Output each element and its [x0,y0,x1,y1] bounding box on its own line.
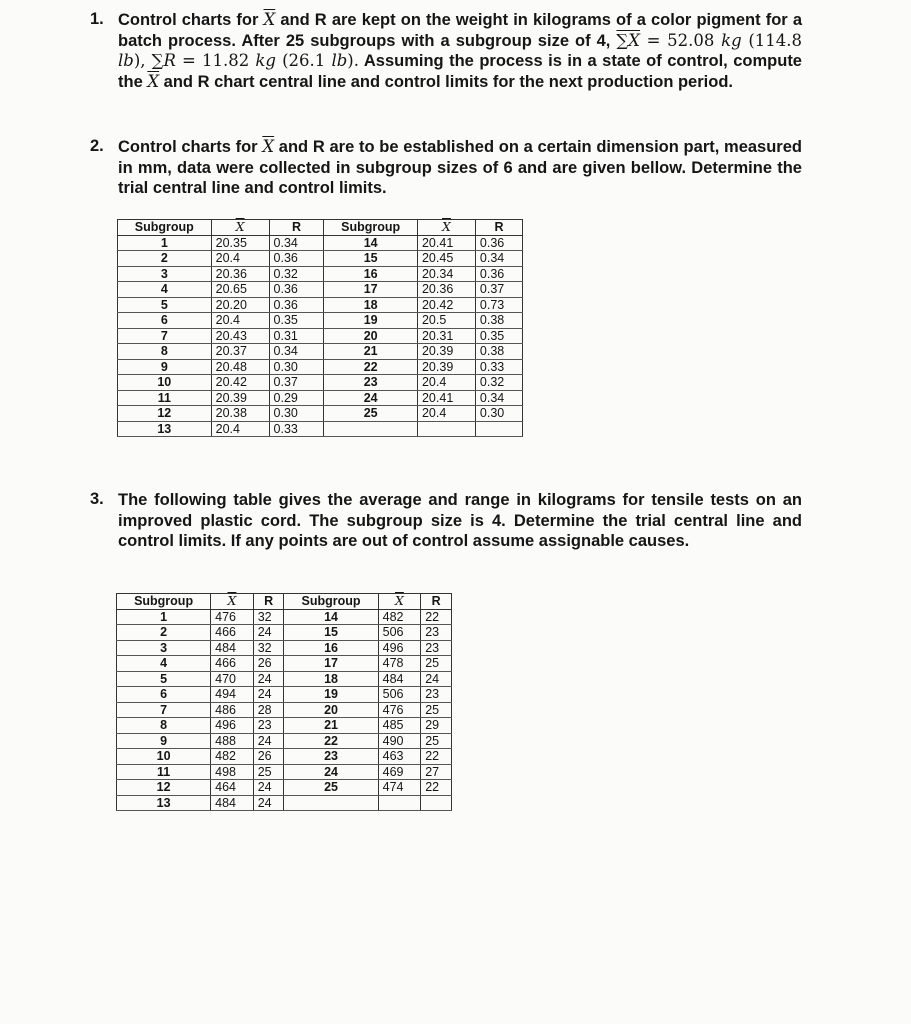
cell-r: 0.33 [475,359,522,375]
cell-subgroup: 19 [284,687,378,703]
table-row [117,749,452,765]
cell-r: 32 [253,609,284,625]
cell-subgroup [284,795,378,811]
cell-r: 0.37 [269,375,324,391]
cell-r: 29 [421,718,452,734]
cell-xbar: 20.42 [211,375,269,391]
cell-r: 0.31 [269,328,324,344]
cell-xbar: 486 [211,702,254,718]
cell-subgroup: 15 [324,251,418,267]
cell-xbar: 20.48 [211,359,269,375]
table-row [117,625,452,641]
cell-subgroup: 16 [324,266,418,282]
cell-r: 24 [421,671,452,687]
cell-r: 23 [421,640,452,656]
table-row [117,718,452,734]
col-header-r: R [421,594,452,610]
cell-r: 23 [421,625,452,641]
cell-subgroup: 9 [117,733,211,749]
cell-r: 0.33 [269,421,324,437]
cell-r: 23 [421,687,452,703]
cell-subgroup: 13 [118,421,212,437]
cell-subgroup: 12 [117,780,211,796]
cell-xbar: 20.37 [211,344,269,360]
cell-subgroup: 11 [118,390,212,406]
x-bar-symbol: $\overline{X}$ [262,137,275,156]
cell-xbar: 20.42 [417,297,475,313]
col-header-subgroup: Subgroup [117,594,211,610]
cell-r: 25 [421,733,452,749]
cell-subgroup: 23 [324,375,418,391]
cell-subgroup: 2 [118,251,212,267]
cell-r: 25 [253,764,284,780]
table-row [118,282,523,298]
cell-xbar: 506 [378,687,421,703]
cell-xbar: 490 [378,733,421,749]
col-header-subgroup: Subgroup [284,594,378,610]
cell-r: 0.36 [269,251,324,267]
cell-xbar [378,795,421,811]
cell-subgroup: 1 [118,235,212,251]
cell-xbar: 466 [211,625,254,641]
cell-xbar: 484 [211,795,254,811]
cell-xbar: 20.43 [211,328,269,344]
cell-subgroup: 21 [324,344,418,360]
cell-subgroup: 4 [118,282,212,298]
cell-subgroup: 24 [284,764,378,780]
table-tensile-data [116,593,452,811]
table-row [118,328,523,344]
table-row [117,609,452,625]
table-row [117,702,452,718]
cell-xbar: 20.4 [211,421,269,437]
problem-text: The following table gives the average and range in kilograms for tensile tests on an improved plastic cord. The subgroup size is 4. Determine the trial central line and control limits. If any points are out of control assume assignable causes. [118,491,802,550]
cell-subgroup [324,421,418,437]
table-row [118,359,523,375]
cell-xbar: 474 [378,780,421,796]
cell-xbar: 494 [211,687,254,703]
cell-subgroup: 20 [284,702,378,718]
table-row [117,780,452,796]
cell-subgroup: 1 [117,609,211,625]
cell-subgroup: 18 [284,671,378,687]
cell-subgroup: 8 [118,344,212,360]
cell-subgroup: 3 [118,266,212,282]
table-row [117,733,452,749]
problem-3 [90,490,802,552]
table-row [118,266,523,282]
table-row [117,671,452,687]
cell-subgroup: 8 [117,718,211,734]
cell-xbar: 20.39 [417,344,475,360]
problem-text: Control charts for $\overline{X}$ and R are kept on the weight in kilograms of a color pigment for a batch process. After 25 subgroups with a subgroup size of 4, ∑X = 52.08 kg (114.8 lb), ∑R = 11.82 kg (26.1 lb). Assuming the process is in a state of control, compute the $\overline{X}$ and R chart central line and control limits for the next production period. [118,10,803,91]
cell-r: 0.35 [269,313,324,329]
col-header-r: R [269,220,324,236]
table-row [118,421,523,437]
cell-xbar: 20.45 [417,251,475,267]
table-row [117,687,452,703]
cell-xbar: 20.4 [417,375,475,391]
table-row [118,297,523,313]
cell-r: 22 [421,749,452,765]
cell-subgroup: 25 [284,780,378,796]
cell-subgroup: 5 [117,671,211,687]
cell-r: 0.36 [269,282,324,298]
cell-xbar: 488 [211,733,254,749]
cell-r: 0.30 [269,359,324,375]
cell-xbar: 476 [378,702,421,718]
cell-subgroup: 15 [284,625,378,641]
table-row [118,344,523,360]
col-header-xbar: $\overline{X}$ [211,220,269,236]
problem-number: 2. [90,137,104,155]
cell-r: 24 [253,687,284,703]
cell-r: 24 [253,780,284,796]
cell-r: 0.32 [269,266,324,282]
table-row [118,375,523,391]
table-row [117,795,452,811]
cell-xbar: 20.36 [211,266,269,282]
cell-r: 24 [253,625,284,641]
cell-xbar: 470 [211,671,254,687]
table-row [118,313,523,329]
cell-xbar: 478 [378,656,421,672]
cell-subgroup: 18 [324,297,418,313]
cell-xbar: 20.4 [211,251,269,267]
cell-xbar: 20.31 [417,328,475,344]
cell-r: 0.37 [475,282,522,298]
cell-r [475,421,522,437]
table-dimension-data [117,219,523,437]
cell-r: 0.29 [269,390,324,406]
table-row [118,406,523,422]
col-header-xbar: $\overline{X}$ [211,594,254,610]
table-row [118,390,523,406]
cell-xbar: 20.65 [211,282,269,298]
cell-r: 0.34 [269,235,324,251]
cell-xbar: 20.20 [211,297,269,313]
problem-2 [90,137,802,199]
cell-xbar: 464 [211,780,254,796]
cell-subgroup: 16 [284,640,378,656]
col-header-xbar: $\overline{X}$ [417,220,475,236]
cell-subgroup: 3 [117,640,211,656]
x-bar-symbol: $\overline{X}$ [147,71,160,91]
cell-r: 26 [253,656,284,672]
col-header-r: R [475,220,522,236]
cell-r: 24 [253,733,284,749]
cell-r: 0.34 [475,251,522,267]
cell-r: 24 [253,671,284,687]
cell-xbar: 20.4 [211,313,269,329]
cell-xbar: 484 [211,640,254,656]
table-header-row [118,220,523,236]
table-row [118,251,523,267]
cell-xbar: 463 [378,749,421,765]
cell-r: 0.73 [475,297,522,313]
cell-xbar: 20.35 [211,235,269,251]
cell-xbar: 469 [378,764,421,780]
table-row [117,764,452,780]
cell-xbar: 20.39 [417,359,475,375]
problem-number: 3. [90,490,104,508]
cell-subgroup: 12 [118,406,212,422]
cell-subgroup: 14 [324,235,418,251]
cell-subgroup: 13 [117,795,211,811]
cell-xbar: 498 [211,764,254,780]
cell-subgroup: 24 [324,390,418,406]
cell-xbar: 466 [211,656,254,672]
cell-xbar: 476 [211,609,254,625]
cell-r: 0.35 [475,328,522,344]
cell-xbar: 20.41 [417,390,475,406]
problem-text: Control charts for $\overline{X}$ and R are to be established on a certain dimension part, measured in mm, data were collected in subgroup sizes of 6 and are given bellow. Determine the trial central line and control limits. [118,137,802,197]
cell-subgroup: 2 [117,625,211,641]
cell-r: 25 [421,656,452,672]
cell-xbar: 482 [211,749,254,765]
cell-r: 0.34 [475,390,522,406]
cell-xbar: 20.4 [417,406,475,422]
cell-subgroup: 17 [284,656,378,672]
cell-subgroup: 10 [117,749,211,765]
cell-subgroup: 19 [324,313,418,329]
problem-1 [90,10,802,92]
cell-subgroup: 6 [118,313,212,329]
cell-r: 22 [421,780,452,796]
cell-xbar [417,421,475,437]
cell-xbar: 20.39 [211,390,269,406]
cell-r: 28 [253,702,284,718]
table-row [117,640,452,656]
cell-xbar: 485 [378,718,421,734]
cell-r: 0.34 [269,344,324,360]
cell-subgroup: 17 [324,282,418,298]
cell-subgroup: 20 [324,328,418,344]
cell-r: 27 [421,764,452,780]
cell-subgroup: 14 [284,609,378,625]
cell-r: 0.36 [475,266,522,282]
cell-subgroup: 25 [324,406,418,422]
table-row [117,656,452,672]
cell-r: 0.36 [269,297,324,313]
cell-xbar: 484 [378,671,421,687]
cell-r: 22 [421,609,452,625]
cell-subgroup: 21 [284,718,378,734]
problem-number: 1. [90,10,104,28]
cell-subgroup: 11 [117,764,211,780]
formula-sum-x: ∑X = 52.08 kg (114.8 lb), ∑R = 11.82 kg (26.1 lb). [118,30,803,70]
cell-r: 26 [253,749,284,765]
cell-xbar: 496 [211,718,254,734]
cell-r: 0.38 [475,313,522,329]
cell-subgroup: 5 [118,297,212,313]
col-header-r: R [253,594,284,610]
cell-subgroup: 10 [118,375,212,391]
cell-r: 0.32 [475,375,522,391]
cell-xbar: 506 [378,625,421,641]
cell-subgroup: 6 [117,687,211,703]
cell-subgroup: 4 [117,656,211,672]
cell-r: 0.30 [269,406,324,422]
cell-r: 24 [253,795,284,811]
cell-r: 32 [253,640,284,656]
cell-xbar: 496 [378,640,421,656]
col-header-subgroup: Subgroup [118,220,212,236]
cell-xbar: 482 [378,609,421,625]
cell-subgroup: 22 [284,733,378,749]
cell-r: 0.38 [475,344,522,360]
table-row [118,235,523,251]
cell-xbar: 20.34 [417,266,475,282]
cell-r: 25 [421,702,452,718]
cell-xbar: 20.41 [417,235,475,251]
cell-subgroup: 9 [118,359,212,375]
cell-xbar: 20.36 [417,282,475,298]
cell-subgroup: 23 [284,749,378,765]
table-header-row [117,594,452,610]
cell-subgroup: 7 [117,702,211,718]
cell-r [421,795,452,811]
cell-xbar: 20.38 [211,406,269,422]
cell-subgroup: 22 [324,359,418,375]
col-header-subgroup: Subgroup [324,220,418,236]
cell-r: 23 [253,718,284,734]
cell-xbar: 20.5 [417,313,475,329]
cell-r: 0.30 [475,406,522,422]
col-header-xbar: $\overline{X}$ [378,594,421,610]
cell-r: 0.36 [475,235,522,251]
cell-subgroup: 7 [118,328,212,344]
x-bar-symbol: $\overline{X}$ [263,10,276,29]
